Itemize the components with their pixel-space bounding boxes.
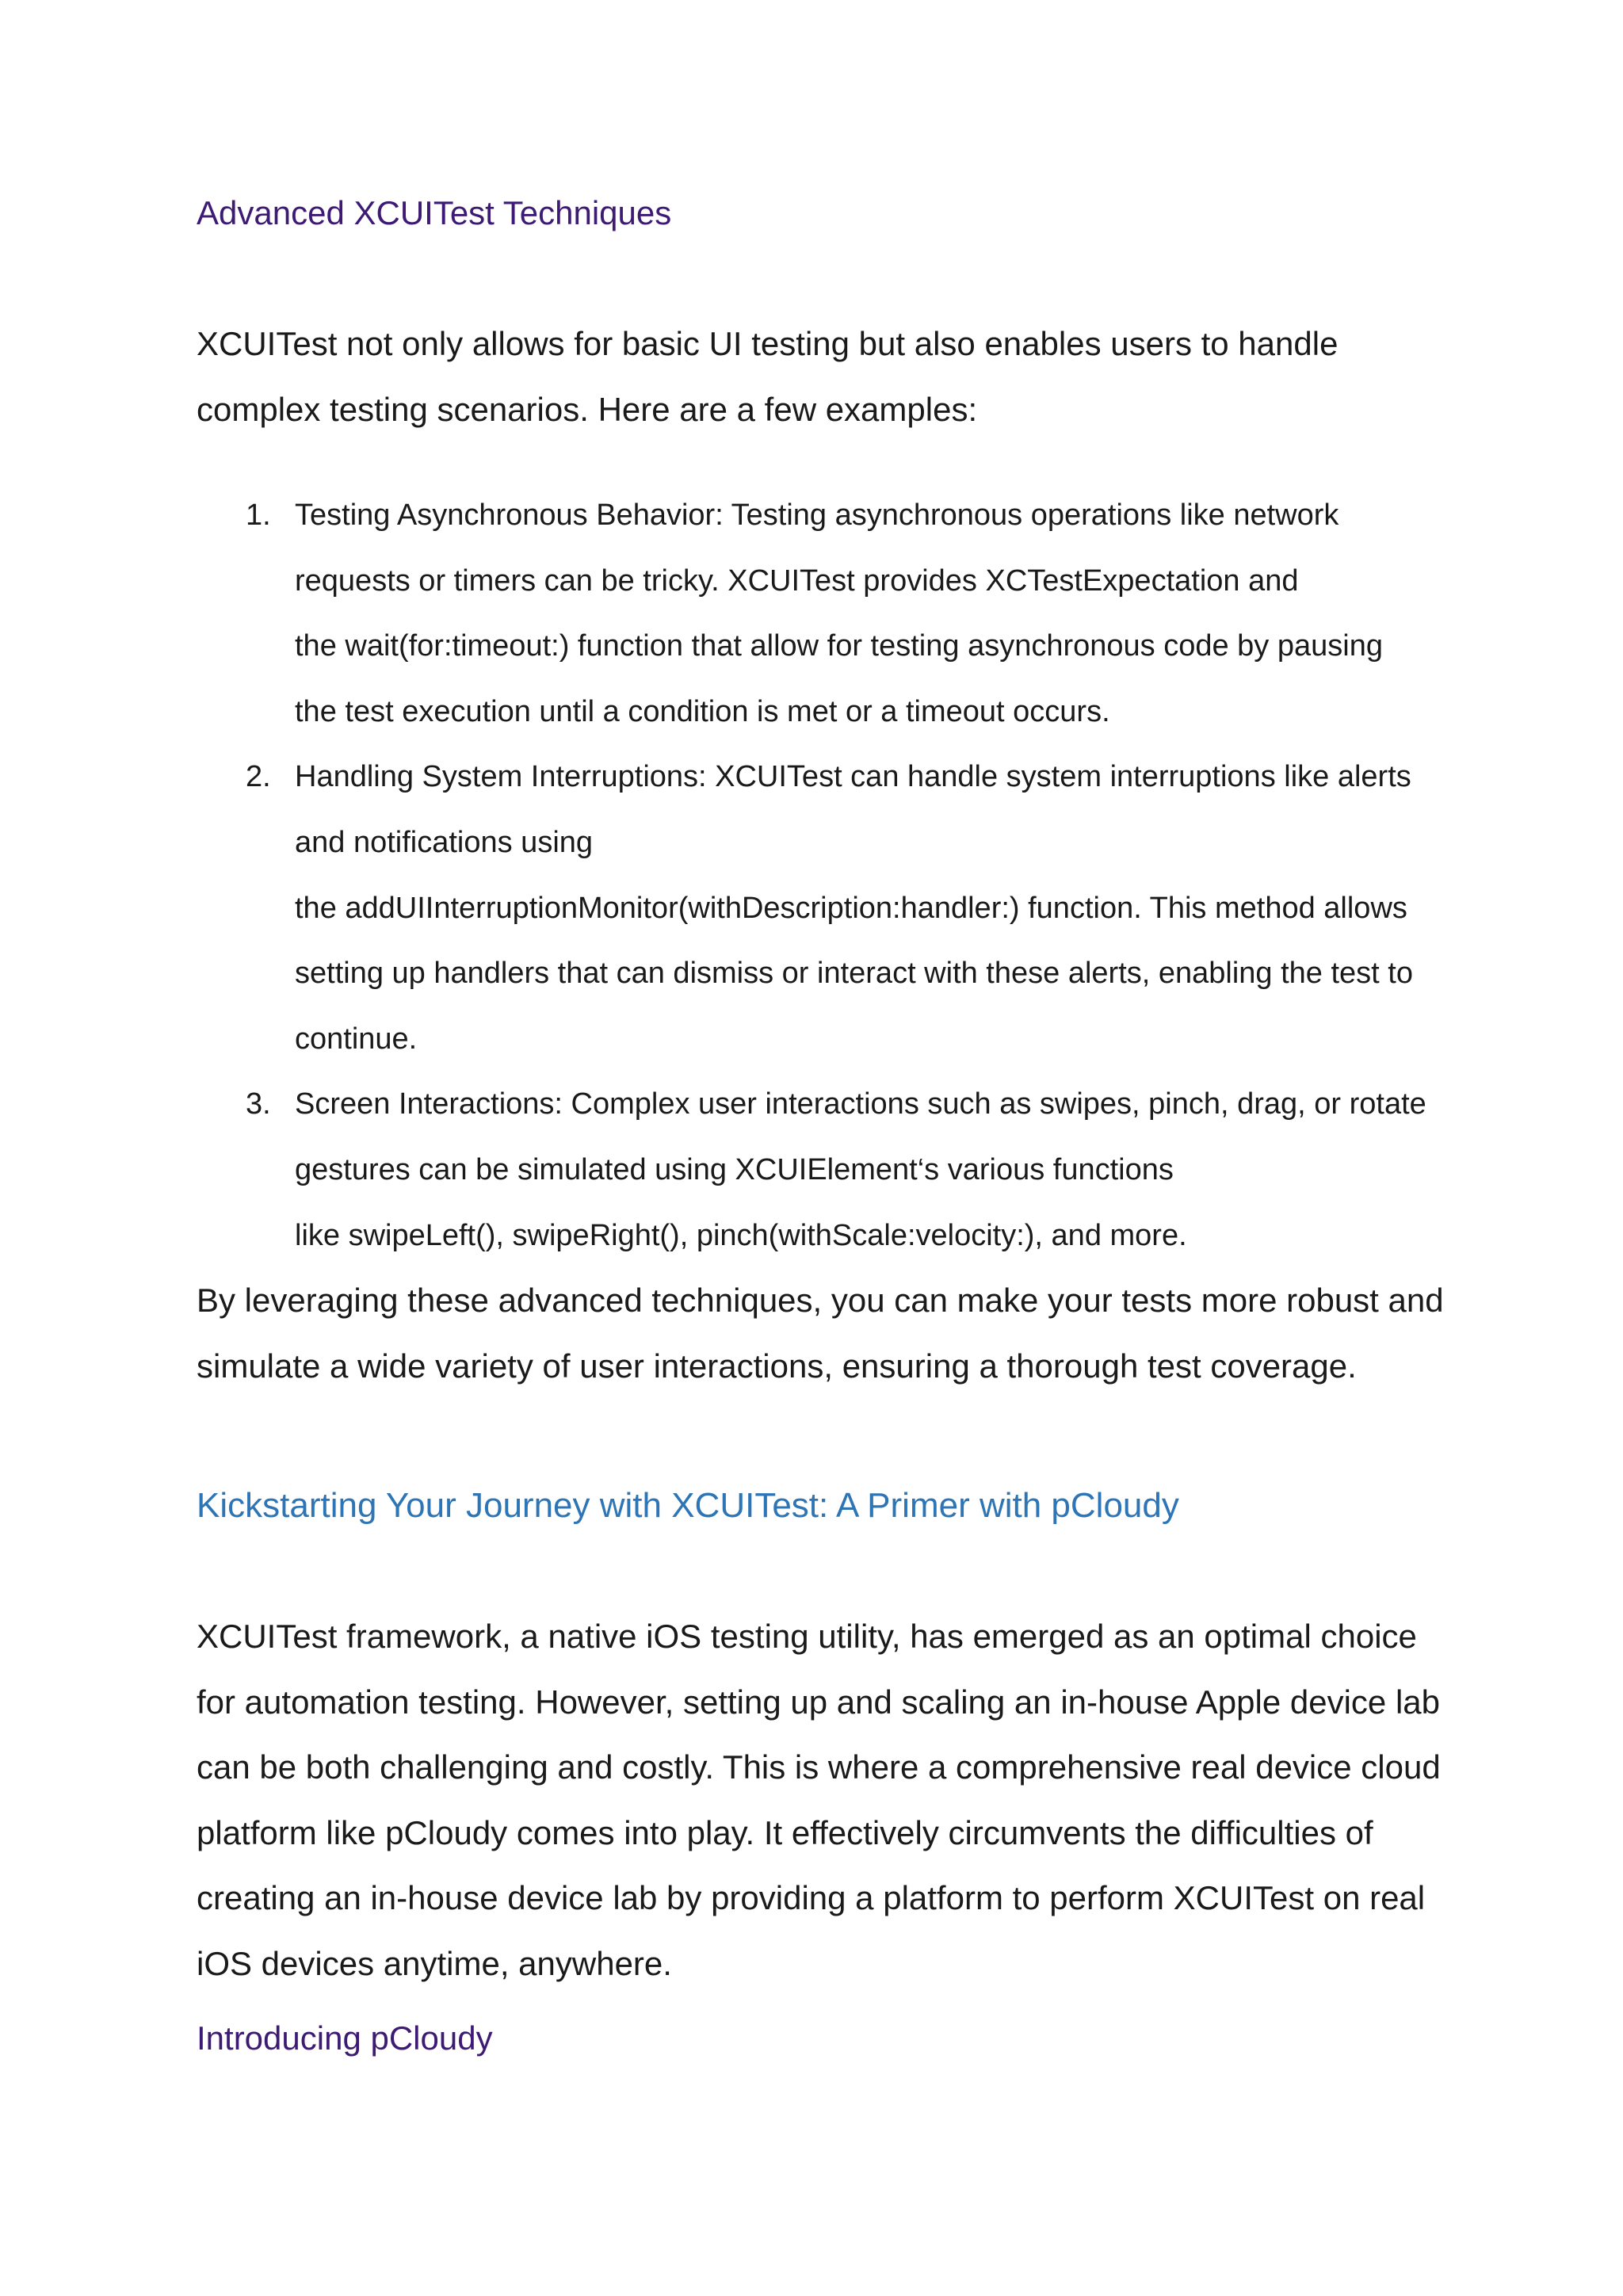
- conclusion-line: simulate a wide variety of user interactions, ensuring a thorough test coverage.: [197, 1347, 1357, 1385]
- list-number: 1.: [246, 499, 271, 532]
- list-line: and notifications using: [295, 825, 594, 859]
- body-line: iOS devices anytime, anywhere.: [197, 1944, 672, 1982]
- pcloudy-paragraph: [197, 1604, 1441, 1996]
- list-line: Screen Interactions: Complex user interactions such as swipes, pinch, drag, or rotate: [295, 1087, 1426, 1121]
- list-line: setting up handlers that can dismiss or interact with these alerts, enabling the test to: [295, 957, 1413, 991]
- list-line: the test execution until a condition is met or a timeout occurs.: [295, 694, 1110, 728]
- list-number: 3.: [246, 1087, 271, 1121]
- body-line: platform like pCloudy comes into play. It effectively circumvents the difficulties of: [197, 1813, 1373, 1851]
- body-line: can be both challenging and costly. This is where a comprehensive real device cloud: [197, 1748, 1441, 1786]
- intro-paragraph: [197, 311, 1433, 442]
- intro-line: XCUITest not only allows for basic UI testing but also enables users to handle: [197, 325, 1338, 362]
- list-line: requests or timers can be tricky. XCUITest provides XCTestExpectation and: [295, 563, 1299, 598]
- conclusion-line: By leveraging these advanced techniques, you can make your tests more robust and: [197, 1282, 1444, 1319]
- techniques-list: [197, 483, 1433, 1268]
- section-heading-kickstarting: Kickstarting Your Journey with XCUITest: A Primer with pCloudy: [197, 1486, 1179, 1525]
- conclusion-paragraph: [197, 1268, 1444, 1399]
- list-line: continue.: [295, 1022, 418, 1056]
- section-heading-advanced: Advanced XCUITest Techniques: [197, 194, 672, 231]
- list-line: the wait(for:timeout:) function that allow for testing asynchronous code by pausing: [295, 629, 1383, 663]
- list-number: 2.: [246, 760, 271, 794]
- list-item: [197, 483, 1433, 744]
- list-line: like swipeLeft(), swipeRight(), pinch(withScale:velocity:), and more.: [295, 1218, 1187, 1252]
- list-item: [197, 744, 1433, 1072]
- subheading-introducing-pcloudy: Introducing pCloudy: [197, 2019, 493, 2057]
- list-item: [197, 1072, 1433, 1268]
- list-line: Handling System Interruptions: XCUITest can handle system interruptions like alerts: [295, 760, 1411, 794]
- list-line: Testing Asynchronous Behavior: Testing asynchronous operations like network: [295, 499, 1339, 532]
- list-line: gestures can be simulated using XCUIElement‘s various functions: [295, 1152, 1174, 1186]
- body-line: for automation testing. However, setting up and scaling an in-house Apple device lab: [197, 1683, 1440, 1721]
- list-line: the addUIInterruptionMonitor(withDescription:handler:) function. This method allows: [295, 891, 1407, 925]
- intro-line: complex testing scenarios. Here are a few examples:: [197, 390, 978, 428]
- body-line: XCUITest framework, a native iOS testing utility, has emerged as an optimal choice: [197, 1618, 1417, 1655]
- body-line: creating an in-house device lab by providing a platform to perform XCUITest on real: [197, 1879, 1426, 1916]
